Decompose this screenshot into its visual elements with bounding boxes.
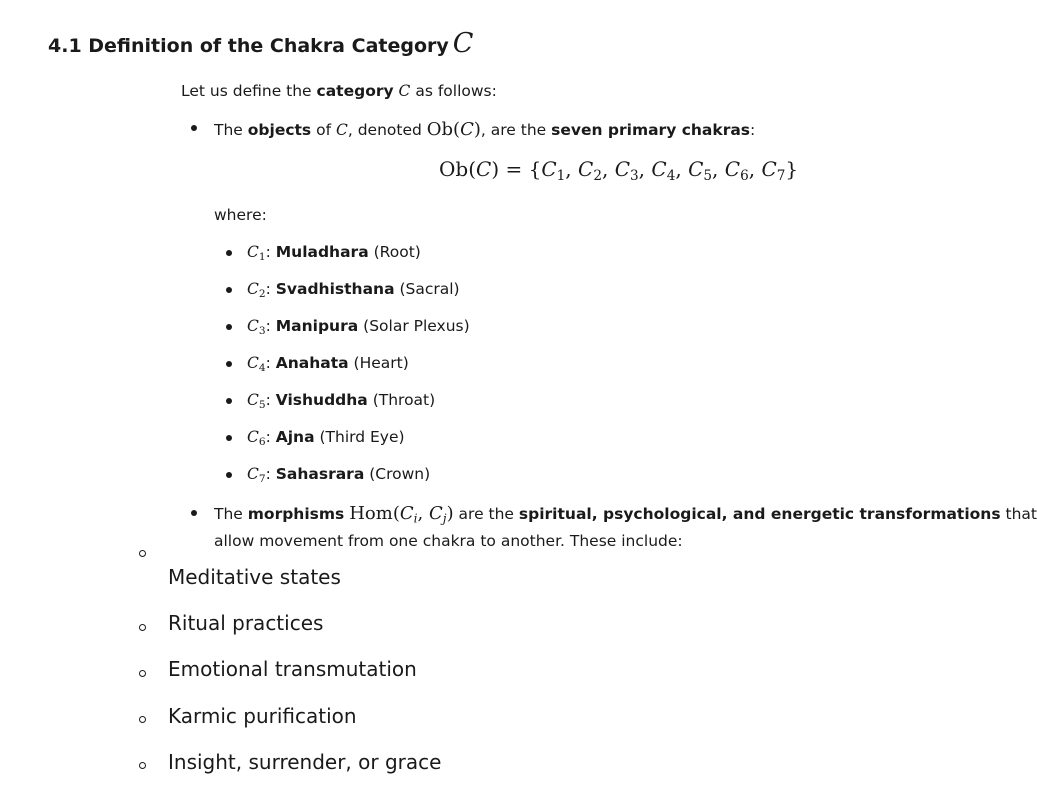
hom-operator: Hom (349, 503, 393, 524)
list-item-transformation-1: Meditative states (168, 565, 341, 589)
chakra-name: Svadhisthana (275, 280, 395, 298)
eq-c3: C (614, 157, 631, 181)
circle-bullet (139, 762, 146, 769)
seven-chakras-bold: seven primary chakras (551, 121, 751, 139)
transformations-bold: spiritual, psychological, and energetic transformations (518, 505, 1001, 523)
bullet-dot (226, 435, 232, 441)
list-item-chakra-1: $C_1$: Muladhara (Root) (247, 243, 421, 263)
list-item-chakra-5: $C_5$: Vishuddha (Throat) (247, 391, 436, 411)
category-symbol: C (452, 28, 474, 59)
bullet-dot (191, 510, 197, 516)
chakra-meaning: (Solar Plexus) (363, 317, 470, 335)
chakra-name: Muladhara (275, 243, 369, 261)
circle-bullet (139, 624, 146, 631)
list-item-transformation-3: Emotional transmutation (168, 657, 417, 681)
eq-c2: C (578, 157, 594, 181)
circle-bullet (139, 550, 146, 557)
list-item-chakra-4: $C_4$: Anahata (Heart) (247, 354, 409, 374)
list-item-transformation-2: Ritual practices (168, 611, 324, 635)
chakra-name: Sahasrara (275, 465, 365, 483)
morphisms-bold: morphisms (247, 505, 345, 523)
chakra-name: Anahata (275, 354, 349, 372)
section-heading-text: 4.1 Definition of the Chakra Category (48, 35, 449, 57)
eq-c5: C (688, 157, 704, 181)
eq-ob-operator: Ob (439, 157, 469, 181)
ob-operator: Ob (426, 119, 454, 140)
eq-c1: C (541, 157, 557, 181)
section-heading (48, 28, 473, 59)
circle-bullet (139, 716, 146, 723)
chakra-meaning: (Third Eye) (319, 428, 405, 446)
eq-c4: C (651, 157, 667, 181)
intro-category-symbol: C (398, 82, 411, 100)
objects-category-symbol: C (335, 121, 348, 139)
bullet-dot (226, 324, 232, 330)
chakra-meaning: (Root) (373, 243, 421, 261)
chakra-name: Ajna (275, 428, 315, 446)
morphisms-bullet-line2: allow movement from one chakra to another. These include: (214, 532, 683, 550)
chakra-name: Manipura (275, 317, 359, 335)
eq-c6: C (724, 157, 741, 181)
list-item-chakra-7: $C_7$: Sahasrara (Crown) (247, 465, 431, 485)
intro-suffix: as follows: (410, 82, 497, 100)
where-label: where: (214, 206, 267, 224)
eq-category-symbol: C (476, 157, 492, 181)
chakra-name: Vishuddha (275, 391, 368, 409)
morphisms-bullet-line1: The morphisms $Hom(C_i$, $C_j$) are the spiritual, psychological, and energetic transformations that (214, 503, 1037, 526)
list-item-chakra-3: $C_3$: Manipura (Solar Plexus) (247, 317, 470, 337)
list-item-chakra-6: $C_6$: Ajna (Third Eye) (247, 428, 405, 448)
list-item-transformation-4: Karmic purification (168, 704, 357, 728)
intro-paragraph (181, 82, 497, 100)
list-item-transformation-5: Insight, surrender, or grace (168, 750, 442, 774)
objects-bullet: The objects of C, denoted Ob(C), are the seven primary chakras: (214, 119, 756, 140)
bullet-dot (226, 361, 232, 367)
chakra-meaning: (Crown) (369, 465, 431, 483)
eq-c7: C (761, 157, 777, 181)
objects-display-equation: $Ob(C) = \{C_1$, $C_2$, $C_3$, $C_4$, $C_5$, $C_6$, $C_7$} (439, 157, 799, 184)
bullet-dot (226, 472, 232, 478)
circle-bullet (139, 670, 146, 677)
chakra-meaning: (Heart) (353, 354, 409, 372)
objects-bold: objects (247, 121, 312, 139)
bullet-dot (226, 398, 232, 404)
intro-prefix: Let us define the (181, 82, 317, 100)
bullet-dot (191, 125, 197, 131)
bullet-dot (226, 250, 232, 256)
chakra-meaning: (Sacral) (399, 280, 460, 298)
bullet-dot (226, 287, 232, 293)
intro-bold-category: category (316, 82, 394, 100)
list-item-chakra-2: $C_2$: Svadhisthana (Sacral) (247, 280, 460, 300)
chakra-meaning: (Throat) (372, 391, 436, 409)
